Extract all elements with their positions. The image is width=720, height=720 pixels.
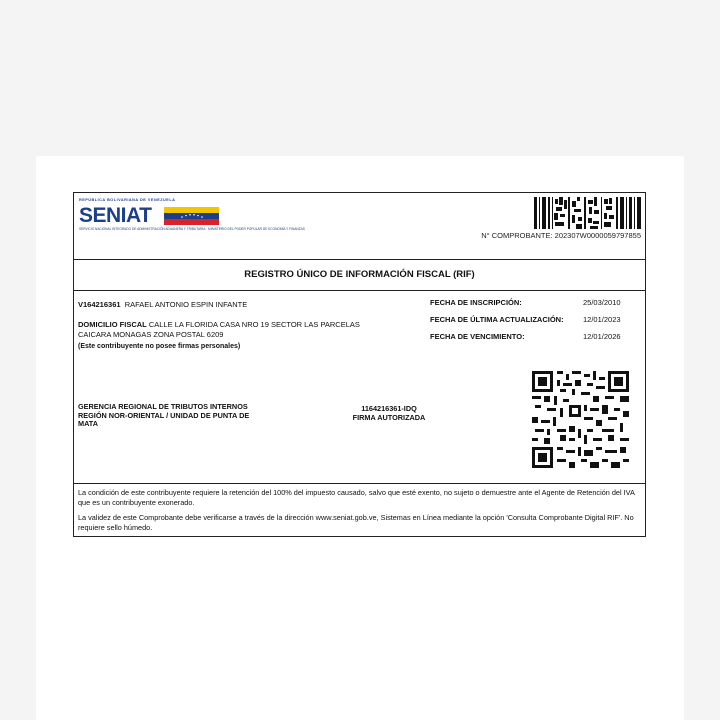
office-line-1: GERENCIA REGIONAL DE TRIBUTOS INTERNOS <box>78 402 248 411</box>
actualizacion-label: FECHA DE ÚLTIMA ACTUALIZACIÓN: <box>430 315 564 324</box>
signature-note: (Este contribuyente no posee firmas personales) <box>78 343 241 350</box>
comprobante-number <box>481 231 641 240</box>
document-title: REGISTRO ÚNICO DE INFORMACIÓN FISCAL (RIF) <box>74 259 645 291</box>
signature-label: FIRMA AUTORIZADA <box>352 413 426 422</box>
seniat-logo <box>79 198 305 238</box>
retention-notice: La condición de este contribuyente requiere la retención del 100% del impuesto causado, salvo que esté exento, no sujeto o demuestre ante el Agente de Retención del IVA que es un contribuyente exonerado. <box>78 488 635 507</box>
logo-text: SENIAT <box>79 204 152 227</box>
footer-notes <box>78 488 641 538</box>
comprobante-value: 202307W0000059797855 <box>554 231 641 240</box>
address-line-2: CAICARA MONAGAS ZONA POSTAL 6209 <box>78 330 224 339</box>
vencimiento-value: 12/01/2026 <box>583 332 621 341</box>
qr-code-icon <box>532 371 629 468</box>
signature-code: 1164216361-IDQ <box>361 404 417 413</box>
flag-icon <box>164 207 219 225</box>
barcode-icon <box>534 197 642 229</box>
validity-notice: La validez de este Comprobante debe verificarse a través de la dirección www.seniat.gob.ve, Sistemas en Línea mediante la opción 'Consulta Comprobante Digital RIF'. No requiere sello húmedo. <box>78 513 634 532</box>
taxpayer-line <box>78 300 247 309</box>
actualizacion-value: 12/01/2023 <box>583 315 621 324</box>
rif-certificate <box>73 192 646 537</box>
comprobante-label: N° COMPROBANTE: <box>481 231 553 240</box>
office-line-2: REGIÓN NOR-ORIENTAL / UNIDAD DE PUNTA DE <box>78 410 250 420</box>
certificate-header <box>74 193 645 260</box>
tax-office <box>78 403 249 429</box>
address-line-1 <box>78 320 360 329</box>
office-line-3: MATA <box>78 419 98 428</box>
taxpayer-name: RAFAEL ANTONIO ESPIN INFANTE <box>124 300 248 309</box>
address-value-1: CALLE LA FLORIDA CASA NRO 19 SECTOR LAS PARCELAS <box>148 320 360 329</box>
republic-label: REPÚBLICA BOLIVARIANA DE VENEZUELA <box>79 198 176 202</box>
inscripcion-label: FECHA DE INSCRIPCIÓN: <box>430 298 522 307</box>
vencimiento-label: FECHA DE VENCIMIENTO: <box>430 332 525 341</box>
address-label: DOMICILIO FISCAL <box>78 320 147 329</box>
authorized-signature <box>342 404 436 422</box>
inscripcion-value: 25/03/2010 <box>583 298 621 307</box>
logo-subtext: SERVICIO NACIONAL INTEGRADO DE ADMINISTRACIÓN ADUANERA Y TRIBUTARIA · MINISTERIO DEL PODER POPULAR DE ECONOMÍA Y FINANZAS <box>79 227 305 231</box>
rif-number: V164216361 <box>78 300 121 309</box>
